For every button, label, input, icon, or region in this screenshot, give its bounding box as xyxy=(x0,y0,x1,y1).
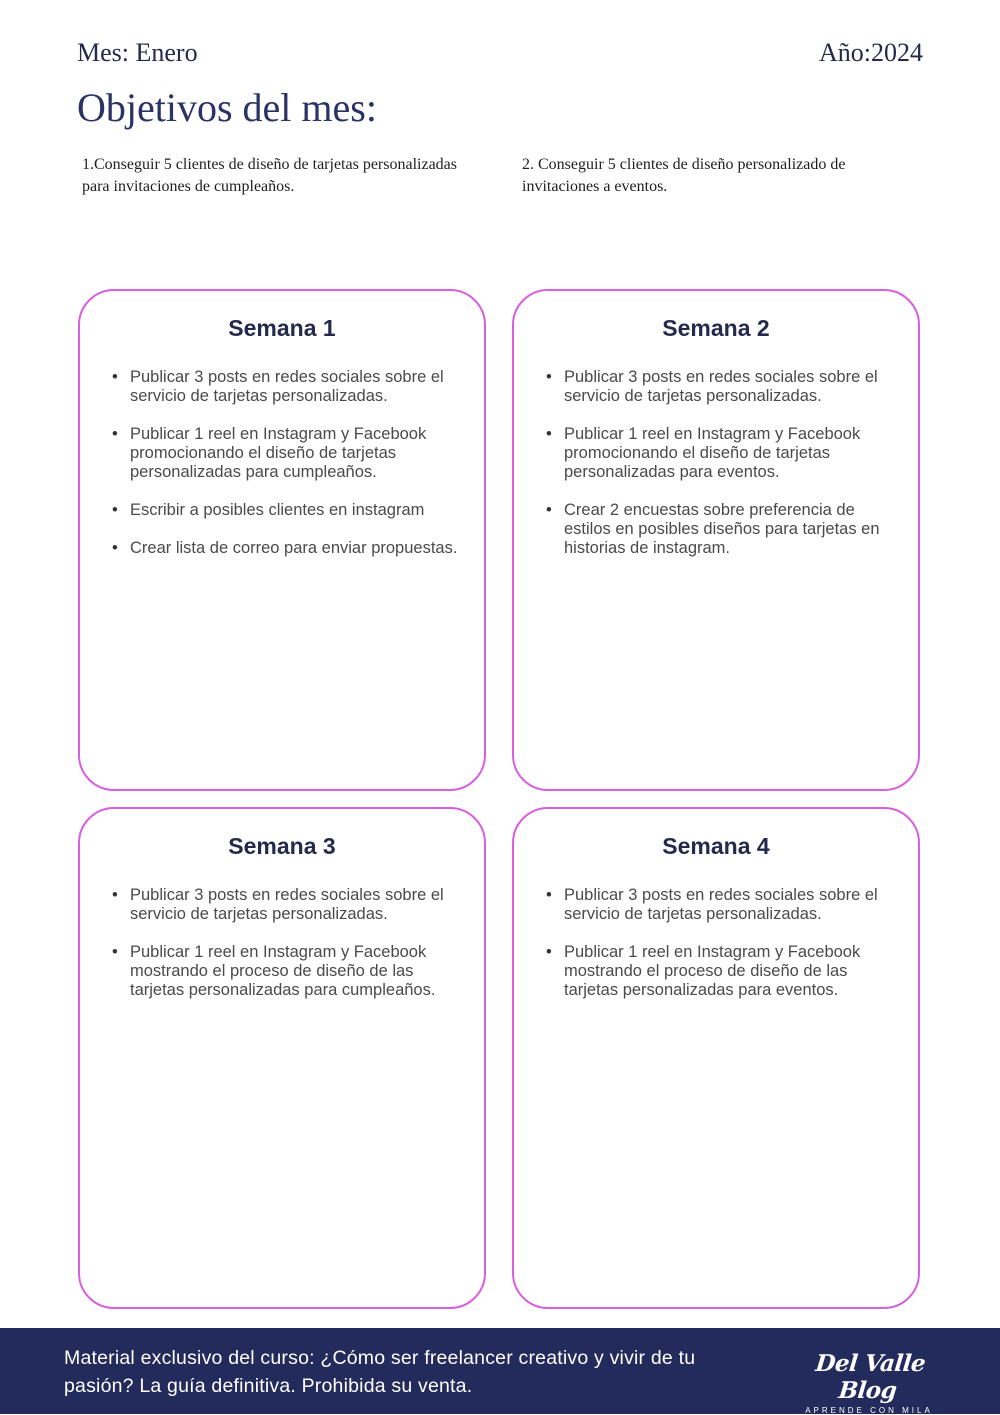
task-item: • Publicar 3 posts en redes sociales sobre el servicio de tarjetas personalizadas. xyxy=(112,886,470,924)
month-label: Mes: Enero xyxy=(77,38,198,67)
week-title: Semana 4 xyxy=(662,833,770,859)
task-list xyxy=(514,368,918,558)
task-list xyxy=(80,886,484,1000)
task-item: • Crear lista de correo para enviar propuestas. xyxy=(112,539,470,558)
task-list xyxy=(514,886,918,1000)
week-card-1 xyxy=(78,289,486,791)
footer-text: Material exclusivo del curso: ¿Cómo ser freelancer creativo y vivir de tu pasión? La guía definitiva. Prohibida su venta. xyxy=(64,1347,696,1397)
task-item: • Publicar 1 reel en Instagram y Facebook promocionando el diseño de tarjetas personalizadas para eventos. xyxy=(546,425,904,482)
footer-banner xyxy=(0,1328,1000,1414)
brand-logo xyxy=(794,1350,944,1415)
task-item: • Escribir a posibles clientes en instagram xyxy=(112,501,470,520)
week-title: Semana 1 xyxy=(228,315,336,341)
week-title: Semana 3 xyxy=(228,833,336,859)
task-item: • Publicar 3 posts en redes sociales sobre el servicio de tarjetas personalizadas. xyxy=(546,368,904,406)
week-card-4 xyxy=(512,807,920,1309)
year-label: Año:2024 xyxy=(819,38,923,67)
logo-tagline: APRENDE CON MILA xyxy=(805,1406,933,1415)
week-card-3 xyxy=(78,807,486,1309)
task-item: • Publicar 3 posts en redes sociales sobre el servicio de tarjetas personalizadas. xyxy=(546,886,904,924)
task-item: • Crear 2 encuestas sobre preferencia de estilos en posibles diseños para tarjetas en historias de instagram. xyxy=(546,501,904,558)
task-item: • Publicar 1 reel en Instagram y Facebook mostrando el proceso de diseño de las tarjetas personalizadas para cumpleaños. xyxy=(112,943,470,1000)
task-item: • Publicar 1 reel en Instagram y Facebook mostrando el proceso de diseño de las tarjetas personalizadas para eventos. xyxy=(546,943,904,1000)
week-card-2 xyxy=(512,289,920,791)
week-title: Semana 2 xyxy=(662,315,770,341)
task-item: • Publicar 3 posts en redes sociales sobre el servicio de tarjetas personalizadas. xyxy=(112,368,470,406)
page-title: Objetivos del mes: xyxy=(77,85,377,130)
task-item: • Publicar 1 reel en Instagram y Facebook promocionando el diseño de tarjetas personalizadas para cumpleaños. xyxy=(112,425,470,482)
goal-2: 2. Conseguir 5 clientes de diseño personalizado de invitaciones a eventos. xyxy=(522,156,846,195)
task-list xyxy=(80,368,484,558)
goal-1: 1.Conseguir 5 clientes de diseño de tarjetas personalizadas para invitaciones de cumpleaños. xyxy=(82,156,457,195)
logo-name: Del Valle Blog xyxy=(814,1350,927,1404)
